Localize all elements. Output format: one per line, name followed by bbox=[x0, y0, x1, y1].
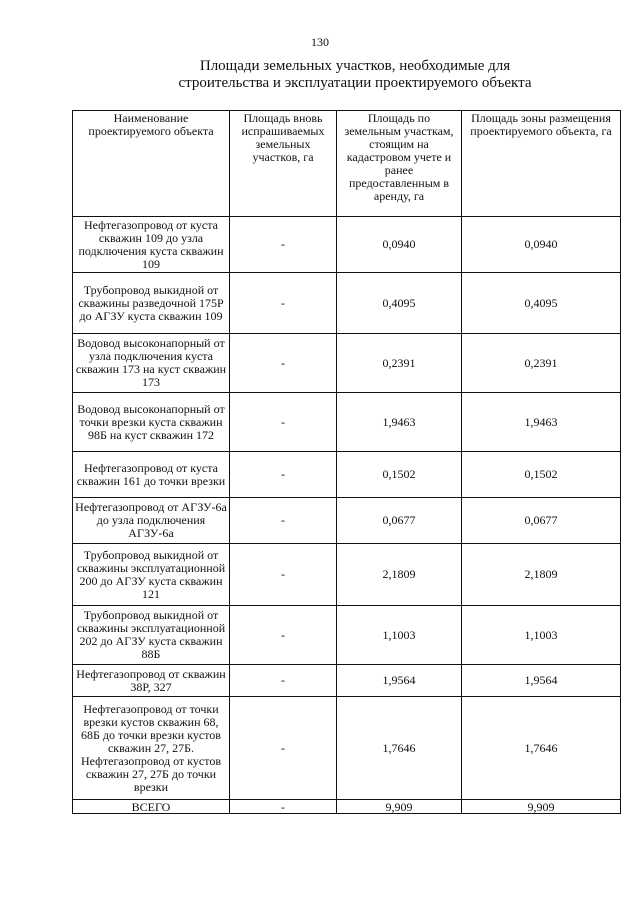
cell-new-area: - bbox=[230, 273, 337, 334]
cell-new-area: - bbox=[230, 393, 337, 452]
cell-new-area: - bbox=[230, 606, 337, 665]
cell-zone-area: 1,7646 bbox=[462, 697, 621, 800]
cell-object-name: Трубопровод выкидной от скважины разведочной 175Р до АГЗУ куста скважин 109 bbox=[73, 273, 230, 334]
cell-cadastral-area: 1,7646 bbox=[337, 697, 462, 800]
table-row bbox=[73, 544, 621, 606]
table-header-row bbox=[73, 111, 621, 217]
cell-zone-area: 2,1809 bbox=[462, 544, 621, 606]
header-object-name: Наименование проектируемого объекта bbox=[73, 111, 230, 217]
cell-object-name: Нефтегазопровод от точки врезки кустов скважин 68, 68Б до точки врезки кустов скважин 27, 27Б. Нефтегазопровод от кустов скважин 27, 27Б до точки врезки bbox=[73, 697, 230, 800]
table-row bbox=[73, 498, 621, 544]
cell-cadastral-area: 0,2391 bbox=[337, 334, 462, 393]
cell-cadastral-area: 0,0677 bbox=[337, 498, 462, 544]
cell-zone-area: 0,4095 bbox=[462, 273, 621, 334]
cell-cadastral-area: 2,1809 bbox=[337, 544, 462, 606]
cell-object-name: Трубопровод выкидной от скважины эксплуатационной 202 до АГЗУ куста скважин 88Б bbox=[73, 606, 230, 665]
cell-cadastral-area: 0,4095 bbox=[337, 273, 462, 334]
cell-zone-area: 0,0677 bbox=[462, 498, 621, 544]
total-cadastral-area: 9,909 bbox=[337, 800, 462, 814]
cell-cadastral-area: 1,9463 bbox=[337, 393, 462, 452]
cell-zone-area: 0,1502 bbox=[462, 452, 621, 498]
cell-new-area: - bbox=[230, 544, 337, 606]
header-cadastral-area: Площадь по земельным участкам, стоящим на кадастровом учете и ранее предоставленным в аренду, га bbox=[337, 111, 462, 217]
total-zone-area: 9,909 bbox=[462, 800, 621, 814]
cell-object-name: Нефтегазопровод от куста скважин 109 до узла подключения куста скважин 109 bbox=[73, 217, 230, 273]
total-new-area: - bbox=[230, 800, 337, 814]
table-row bbox=[73, 273, 621, 334]
cell-cadastral-area: 0,1502 bbox=[337, 452, 462, 498]
document-title bbox=[60, 58, 640, 92]
cell-new-area: - bbox=[230, 452, 337, 498]
title-line-2: строительства и эксплуатации проектируемого объекта bbox=[178, 75, 532, 91]
cell-zone-area: 0,2391 bbox=[462, 334, 621, 393]
cell-cadastral-area: 1,1003 bbox=[337, 606, 462, 665]
page-number: 130 bbox=[311, 35, 329, 49]
cell-object-name: Водовод высоконапорный от точки врезки куста скважин 98Б на куст скважин 172 bbox=[73, 393, 230, 452]
header-zone-area: Площадь зоны размещения проектируемого объекта, га bbox=[462, 111, 621, 217]
cell-new-area: - bbox=[230, 665, 337, 697]
cell-object-name: Трубопровод выкидной от скважины эксплуатационной 200 до АГЗУ куста скважин 121 bbox=[73, 544, 230, 606]
header-new-area: Площадь вновь испрашиваемых земельных участков, га bbox=[230, 111, 337, 217]
table-row bbox=[73, 393, 621, 452]
table-row bbox=[73, 697, 621, 800]
cell-object-name: Нефтегазопровод от скважин 38Р, 327 bbox=[73, 665, 230, 697]
total-label: ВСЕГО bbox=[73, 800, 230, 814]
cell-zone-area: 1,1003 bbox=[462, 606, 621, 665]
title-line-1: Площади земельных участков, необходимые для bbox=[199, 58, 511, 74]
table-row bbox=[73, 606, 621, 665]
cell-object-name: Водовод высоконапорный от узла подключения куста скважин 173 на куст скважин 173 bbox=[73, 334, 230, 393]
cell-zone-area: 1,9463 bbox=[462, 393, 621, 452]
cell-new-area: - bbox=[230, 334, 337, 393]
cell-cadastral-area: 1,9564 bbox=[337, 665, 462, 697]
cell-new-area: - bbox=[230, 498, 337, 544]
cell-new-area: - bbox=[230, 217, 337, 273]
cell-object-name: Нефтегазопровод от АГЗУ-6а до узла подключения АГЗУ-6а bbox=[73, 498, 230, 544]
cell-new-area: - bbox=[230, 697, 337, 800]
table-row bbox=[73, 217, 621, 273]
total-row bbox=[73, 800, 621, 814]
cell-zone-area: 0,0940 bbox=[462, 217, 621, 273]
cell-cadastral-area: 0,0940 bbox=[337, 217, 462, 273]
cell-zone-area: 1,9564 bbox=[462, 665, 621, 697]
table-row bbox=[73, 452, 621, 498]
table-row bbox=[73, 665, 621, 697]
land-area-table bbox=[72, 110, 621, 814]
table-row bbox=[73, 334, 621, 393]
cell-object-name: Нефтегазопровод от куста скважин 161 до точки врезки bbox=[73, 452, 230, 498]
